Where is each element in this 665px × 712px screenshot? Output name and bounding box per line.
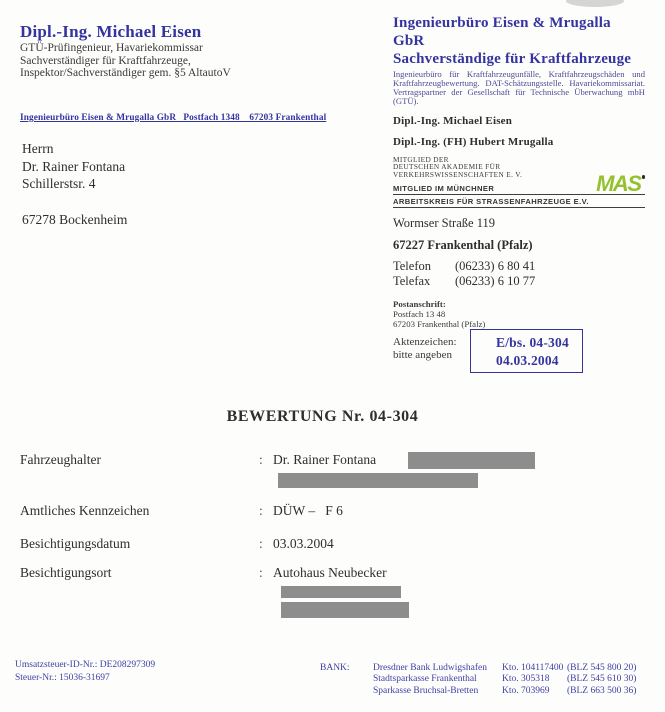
bank-name: Sparkasse Bruchsal-Bretten	[373, 685, 479, 696]
phone-block	[393, 259, 645, 288]
separator-colon: :	[259, 565, 263, 580]
redaction-bar	[281, 602, 409, 618]
left-header-title-3: Inspektor/Sachverständiger gem. §5 AltautoV	[20, 67, 231, 79]
bank-account: Kto. 104117400	[502, 663, 564, 673]
company-name: Ingenieurbüro Eisen & Mrugalla GbR	[393, 15, 611, 49]
document-title: BEWERTUNG Nr. 04-304	[226, 408, 419, 425]
left-header-titles	[20, 42, 231, 80]
postal-label: Postanschrift:	[393, 299, 446, 310]
separator-colon: :	[259, 536, 263, 551]
phone-label: Telefon	[393, 259, 431, 274]
reference-date: 04.03.2004	[496, 353, 559, 368]
reference-number-box	[470, 329, 583, 373]
left-header-title-1: GTÜ-Prüfingenieur, Havariekommissar	[20, 42, 203, 54]
scan-smudge	[566, 0, 624, 7]
bank-name: Dresdner Bank Ludwigshafen	[373, 663, 487, 673]
office-street: Wormser Straße 119	[393, 216, 495, 231]
bank-blz: (BLZ 545 800 20)	[567, 663, 637, 673]
office-city: 67227 Frankenthal (Pfalz)	[393, 238, 533, 253]
bank-row	[373, 686, 636, 697]
detail-label-vehicle-owner: Fahrzeughalter	[20, 452, 101, 467]
reference-label-line-1: Aktenzeichen:	[393, 336, 457, 348]
tax-number: Steuer-Nr.: 15036-31697	[15, 672, 110, 683]
detail-value-vehicle-owner: Dr. Rainer Fontana	[273, 452, 377, 467]
reference-label	[393, 336, 457, 361]
fax-label: Telefax	[393, 273, 431, 288]
separator-colon: :	[259, 452, 263, 467]
company-letterhead	[393, 14, 645, 329]
recipient-address	[22, 140, 127, 228]
tax-info-block	[15, 659, 155, 684]
redaction-bar	[278, 473, 478, 488]
membership-mas-line-2: ARBEITSKREIS FÜR STRASSENFAHRZEUGE E.V.	[393, 197, 645, 208]
postal-line-2: 67203 Frankenthal (Pfalz)	[393, 318, 486, 329]
phone-number: (06233) 6 80 41	[455, 259, 536, 274]
recipient-salutation: Herrn	[22, 141, 54, 156]
fax-row	[393, 274, 645, 289]
detail-value-inspection-location: Autohaus Neubecker	[273, 565, 387, 580]
detail-label-inspection-location: Besichtigungsort	[20, 565, 112, 580]
postal-line-1: Postfach 13 48	[393, 309, 446, 319]
left-header-title-2: Sachverständiger für Kraftfahrzeuge,	[20, 54, 191, 67]
bank-blz: (BLZ 663 500 36)	[567, 685, 637, 696]
bank-blz: (BLZ 545 610 30)	[567, 674, 637, 685]
detail-value-inspection-date: 03.03.2004	[273, 536, 334, 551]
sender-return-address: Ingenieurbüro Eisen & Mrugalla GbR Postfach 1348 67203 Frankenthal	[20, 113, 327, 123]
postal-address-block	[393, 300, 645, 329]
bank-account: Kto. 305318	[502, 674, 550, 685]
redaction-bar	[281, 586, 401, 598]
company-subtitle: Sachverständige für Kraftfahrzeuge	[393, 51, 632, 67]
membership-academy-line-2: DEUTSCHEN AKADEMIE FÜR	[393, 162, 501, 172]
reference-label-line-2: bitte angeben	[393, 348, 452, 361]
membership-mas-line-1: MITGLIED IM MÜNCHNER	[393, 184, 645, 195]
engineer-2: Dipl.-Ing. (FH) Hubert Mrugalla	[393, 135, 554, 148]
fax-number: (06233) 6 10 77	[455, 273, 536, 288]
engineer-1: Dipl.-Ing. Michael Eisen	[393, 114, 513, 127]
membership-academy-line-1: MITGLIED DER	[393, 154, 449, 164]
mas-logo: MAS	[592, 174, 645, 194]
detail-label-license-plate: Amtliches Kennzeichen	[20, 503, 150, 518]
separator-colon: :	[259, 503, 263, 518]
bank-row	[373, 663, 636, 674]
bank-name: Stadtsparkasse Frankenthal	[373, 674, 477, 685]
bank-table	[373, 663, 636, 697]
recipient-street: Schillerstsr. 4	[22, 176, 96, 191]
recipient-city: 67278 Bockenheim	[22, 211, 128, 227]
spacer	[22, 193, 127, 211]
company-description: Ingenieurbüro für Kraftfahrzeugunfälle, Kraftfahrzeugschäden und Kraftfahrzeugbewertung. DAT-Schätzungsstelle. Havariekommissariat. Vertragspartner der Gesellschaft für Technische Überwachung mbH (GTÜ).	[393, 69, 645, 106]
detail-label-inspection-date: Besichtigungsdatum	[20, 536, 131, 551]
recipient-name: Dr. Rainer Fontana	[22, 158, 126, 174]
left-header-name: Dipl.-Ing. Michael Eisen	[20, 22, 202, 41]
redaction-bar	[408, 452, 535, 469]
vat-id: Umsatzsteuer-ID-Nr.: DE208297309	[15, 660, 156, 670]
bank-row	[373, 674, 636, 685]
bank-label: BANK:	[320, 663, 350, 673]
membership-academy-line-3: VERKEHRSWISSENSCHAFTEN E. V.	[393, 169, 523, 179]
bank-account: Kto. 703969	[502, 685, 550, 696]
bank-info-block	[320, 663, 636, 697]
reference-number: E/bs. 04-304	[496, 335, 569, 350]
phone-row	[393, 259, 645, 274]
detail-value-license-plate: DÜW – F 6	[273, 503, 343, 518]
